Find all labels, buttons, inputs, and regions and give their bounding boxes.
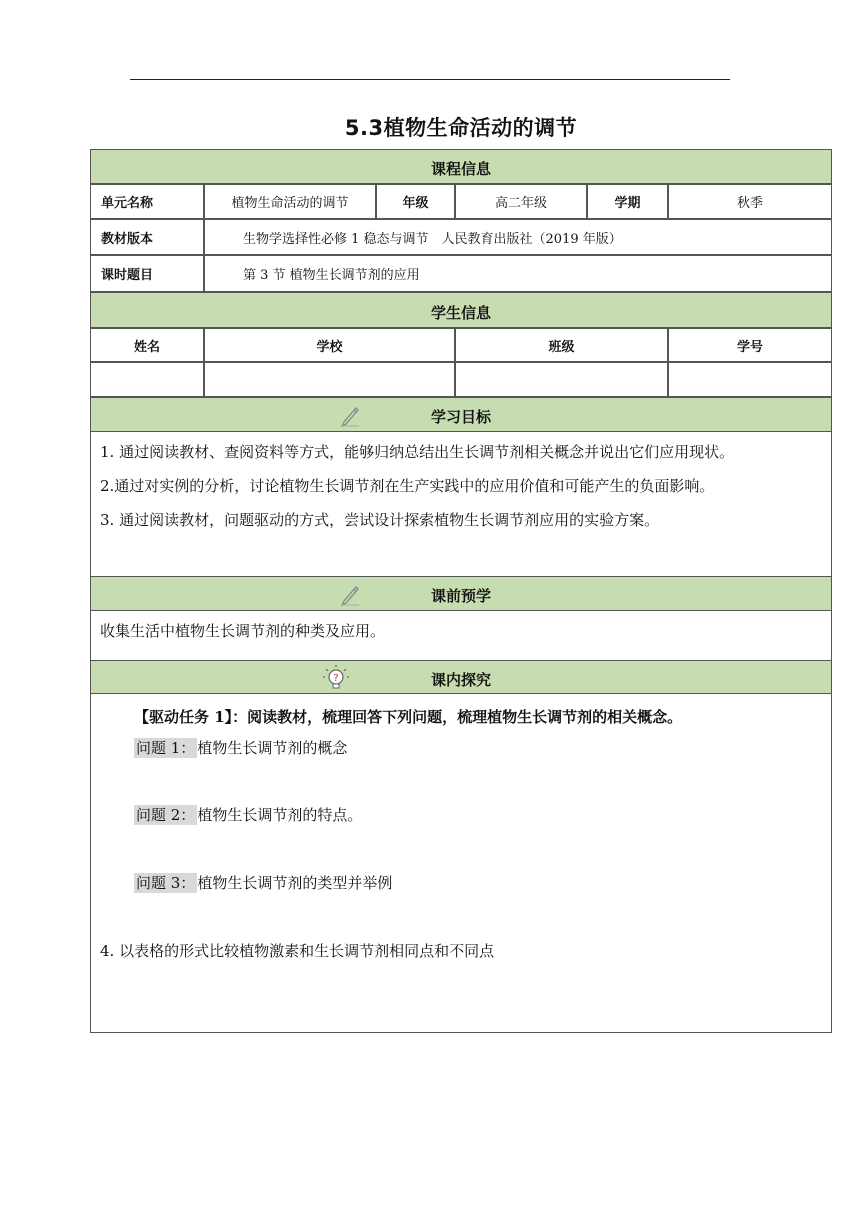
document-title: 5.3植物生命活动的调节 xyxy=(344,116,578,140)
question-2 xyxy=(134,804,362,825)
objectives-heading: 学习目标 xyxy=(430,408,491,426)
student-id-label: 学号 xyxy=(668,328,832,362)
class-field[interactable] xyxy=(455,362,668,397)
question-1-text: 植物生长调节剂的概念 xyxy=(197,739,348,757)
lesson-label: 课时题目 xyxy=(90,255,204,292)
explore-band xyxy=(90,660,832,694)
question-3-text: 植物生长调节剂的类型并举例 xyxy=(197,874,393,892)
school-field[interactable] xyxy=(204,362,455,397)
question-3-label: 问题 3： xyxy=(136,874,196,892)
preview-band xyxy=(90,576,832,611)
class-label: 班级 xyxy=(455,328,668,362)
preview-heading: 课前预学 xyxy=(430,587,491,605)
student-info-heading: 学生信息 xyxy=(430,304,491,322)
driving-task-1: 【驱动任务 1】：阅读教材，梳理回答下列问题，梳理植物生长调节剂的相关概念。 xyxy=(134,708,683,726)
comparison-item-4: 4. 以表格的形式比较植物激素和生长调节剂相同点和不同点 xyxy=(100,942,495,960)
name-label: 姓名 xyxy=(90,328,204,362)
explore-heading: 课内探究 xyxy=(430,671,491,689)
textbook-label: 教材版本 xyxy=(90,219,204,255)
unit-label: 单元名称 xyxy=(90,184,204,219)
course-info-band xyxy=(90,149,832,184)
grade-label: 年级 xyxy=(376,184,455,219)
objective-2: 2.通过对实例的分析，讨论植物生长调节剂在生产实践中的应用价值和可能产生的负面影响。 xyxy=(100,477,715,495)
objective-1: 1. 通过阅读教材、查阅资料等方式，能够归纳总结出生长调节剂相关概念并说出它们应用现状。 xyxy=(100,443,735,461)
grade-value: 高二年级 xyxy=(455,184,587,219)
objective-3: 3. 通过阅读教材，问题驱动的方式，尝试设计探索植物生长调节剂应用的实验方案。 xyxy=(100,511,660,529)
svg-text:?: ? xyxy=(333,673,339,684)
question-1-label: 问题 1： xyxy=(136,739,196,757)
unit-value: 植物生命活动的调节 xyxy=(204,184,376,219)
question-2-text: 植物生长调节剂的特点。 xyxy=(197,806,363,824)
school-label: 学校 xyxy=(204,328,455,362)
name-field[interactable] xyxy=(90,362,204,397)
lesson-value: 第 3 节 植物生长调节剂的应用 xyxy=(204,255,832,292)
question-2-label: 问题 2： xyxy=(136,806,196,824)
course-info-heading: 课程信息 xyxy=(430,160,491,178)
question-3 xyxy=(134,872,392,893)
textbook-value: 生物学选择性必修 1 稳态与调节 人民教育出版社（2019 年版） xyxy=(204,219,832,255)
objectives-band xyxy=(90,397,832,432)
student-id-field[interactable] xyxy=(668,362,832,397)
header-rule xyxy=(130,79,730,80)
term-value: 秋季 xyxy=(668,184,832,219)
question-1 xyxy=(134,737,347,758)
term-label: 学期 xyxy=(587,184,668,219)
student-info-band xyxy=(90,292,832,328)
preview-text: 收集生活中植物生长调节剂的种类及应用。 xyxy=(100,622,386,640)
